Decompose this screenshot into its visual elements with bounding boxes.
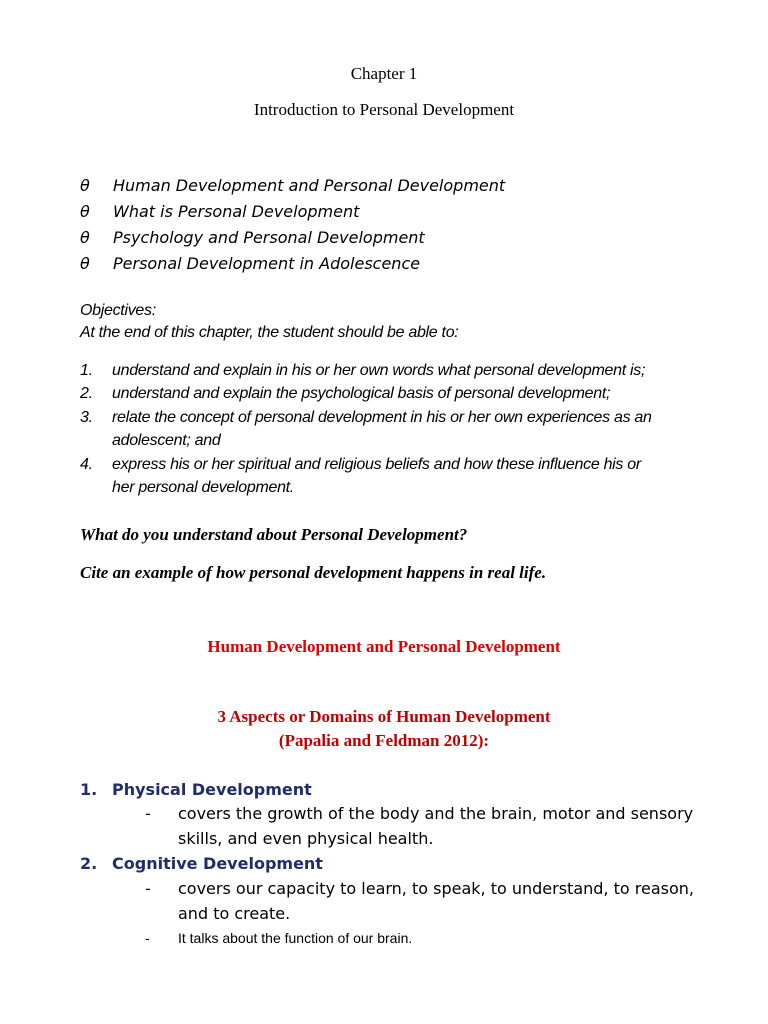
objective-number: 2. xyxy=(80,385,93,402)
domain-name: Physical Development xyxy=(112,780,312,799)
question-understand: What do you understand about Personal Development? xyxy=(80,525,468,544)
topic-text: Personal Development in Adolescence xyxy=(113,254,421,273)
domain-point xyxy=(145,804,745,850)
topic-item xyxy=(80,202,700,224)
domain-point-text: covers our capacity to learn, to speak, to understand, to reason, xyxy=(178,879,694,898)
objective-item xyxy=(80,409,720,455)
objectives-intro: At the end of this chapter, the student should be able to: xyxy=(80,324,459,341)
objective-number: 3. xyxy=(80,409,93,426)
domain-heading-cognitive xyxy=(80,854,700,876)
topic-item xyxy=(80,254,700,276)
dash-bullet: - xyxy=(145,804,151,823)
objective-text: express his or her spiritual and religious beliefs and how these influence his or xyxy=(112,456,641,473)
domain-number: 2. xyxy=(80,854,98,873)
objective-item xyxy=(80,362,720,384)
theta-bullet-icon: θ xyxy=(80,202,90,221)
dash-bullet: - xyxy=(145,879,151,898)
domain-point xyxy=(145,879,745,925)
objective-text: relate the concept of personal development in his or her own experiences as an xyxy=(112,409,652,426)
topic-text: What is Personal Development xyxy=(113,202,360,221)
domain-point-text: covers the growth of the body and the brain, motor and sensory xyxy=(178,804,694,823)
objective-text: her personal development. xyxy=(112,479,294,496)
objective-text: understand and explain in his or her own words what personal development is; xyxy=(112,362,646,379)
question-example: Cite an example of how personal development happens in real life. xyxy=(80,563,547,582)
domain-point-text: skills, and even physical health. xyxy=(178,829,434,848)
domain-number: 1. xyxy=(80,780,98,799)
domain-name: Cognitive Development xyxy=(112,854,323,873)
domain-point-text: It talks about the function of our brain. xyxy=(178,930,413,946)
domain-heading-physical xyxy=(80,780,700,802)
section-subtitle-line1: 3 Aspects or Domains of Human Development xyxy=(217,707,551,726)
objectives-label: Objectives: xyxy=(80,302,156,319)
objective-item xyxy=(80,456,720,502)
topic-item xyxy=(80,228,700,250)
domain-point xyxy=(145,930,745,950)
section-title: Human Development and Personal Development xyxy=(207,637,561,656)
domain-point-text: and to create. xyxy=(178,904,291,923)
objective-number: 4. xyxy=(80,456,93,473)
section-subtitle-line2: (Papalia and Feldman 2012): xyxy=(278,731,490,750)
theta-bullet-icon: θ xyxy=(80,228,90,247)
theta-bullet-icon: θ xyxy=(80,254,90,273)
chapter-label: Chapter 1 xyxy=(350,64,418,83)
chapter-title: Introduction to Personal Development xyxy=(253,100,515,119)
objective-item xyxy=(80,385,720,407)
topic-text: Psychology and Personal Development xyxy=(113,228,425,247)
dash-bullet: - xyxy=(145,930,150,946)
objective-text: adolescent; and xyxy=(112,432,221,449)
objective-text: understand and explain the psychological basis of personal development; xyxy=(112,385,611,402)
topic-text: Human Development and Personal Development xyxy=(113,176,506,195)
topic-item xyxy=(80,176,700,198)
objective-number: 1. xyxy=(80,362,93,379)
theta-bullet-icon: θ xyxy=(80,176,90,195)
